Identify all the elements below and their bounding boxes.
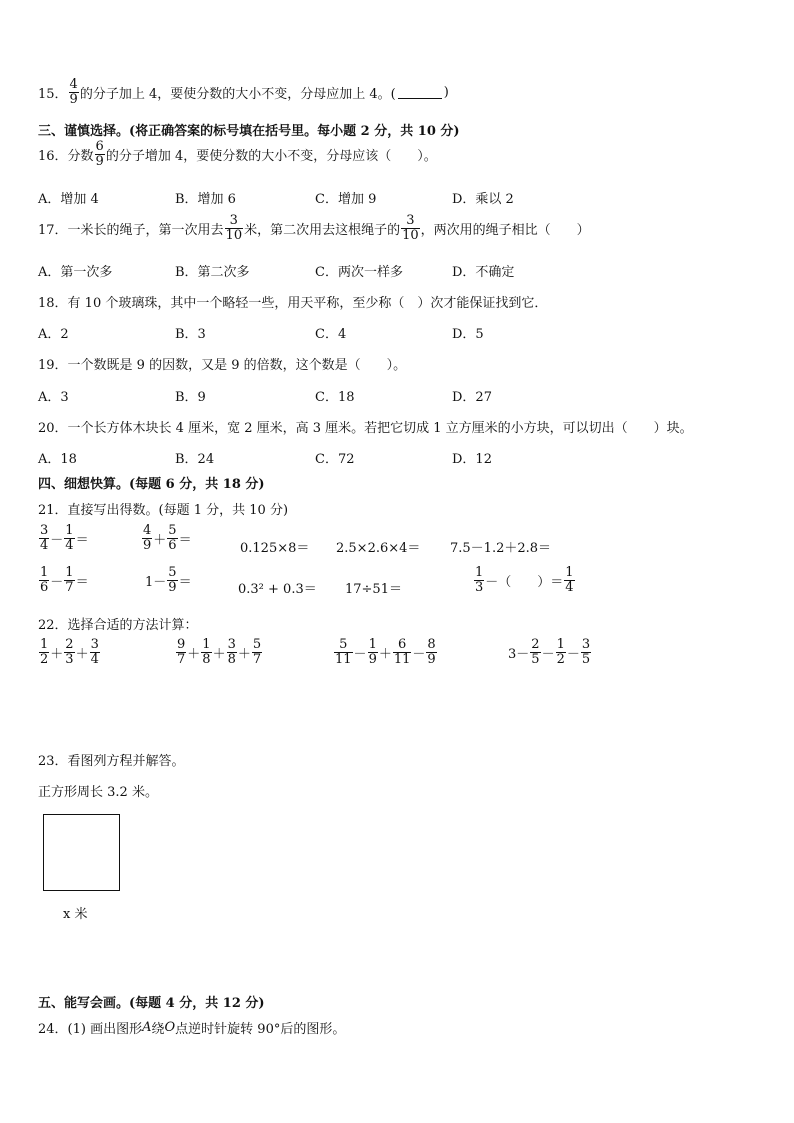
fraction: $\frac{6}{9}$ [95,139,104,169]
fraction: $\frac{3}{10}$ [402,213,419,243]
option-c[interactable]: C．4 [315,327,347,342]
section-3-heading: 三、谨慎选择。(将正确答案的标号填在括号里。每小题 2 分，共 10 分) [38,124,460,139]
option-d[interactable]: D．27 [452,390,492,405]
option-a[interactable]: A．第一次多 [38,265,113,280]
option-c[interactable]: C．72 [315,452,355,467]
option-d[interactable]: D．5 [452,327,484,342]
expression: 0.3² + 0.3＝ [238,582,317,597]
option-b[interactable]: B．24 [175,452,215,467]
question-23-title: 23．看图列方程并解答。 [38,754,185,769]
answer-blank[interactable] [398,86,442,99]
option-d[interactable]: D．乘以 2 [452,192,514,207]
question-16: 16．分数 $\frac{6}{9}$ 的分子增加 4，要使分数的大小不变，分母应该（ ）。 [38,139,437,169]
option-b[interactable]: B．第二次多 [175,265,250,280]
side-length-label: x 米 [63,907,88,922]
question-text: 的分子加上 4，要使分数的大小不变，分母应加上 4。( [79,86,396,102]
expression: $\frac{1}{3}$ －（ ）＝ $\frac{1}{4}$ [475,565,574,595]
expression: $\frac{1}{2}$ ＋ $\frac{2}{3}$ ＋ $\frac{3}{4}$ [40,637,99,667]
option-d[interactable]: D．不确定 [452,265,515,280]
option-c[interactable]: C．18 [315,390,355,405]
option-a[interactable]: A．2 [38,327,69,342]
option-b[interactable]: B．9 [175,390,206,405]
section-5-heading: 五、能写会画。(每题 4 分，共 12 分) [38,996,265,1011]
question-number: 15． [38,86,68,102]
option-b[interactable]: B．增加 6 [175,192,236,207]
option-c[interactable]: C．两次一样多 [315,265,403,280]
expression: $\frac{4}{9}$ ＋ $\frac{5}{6}$ ＝ [143,523,192,553]
expression: $\frac{3}{4}$ － $\frac{1}{4}$ ＝ [40,523,89,553]
question-23-description: 正方形周长 3.2 米。 [38,785,158,800]
question-21-title: 21．直接写出得数。(每题 1 分，共 10 分) [38,503,289,518]
option-a[interactable]: A．增加 4 [38,192,99,207]
question-15: 15． $\frac{4}{9}$ 的分子加上 4，要使分数的大小不变，分母应加上 4。( ) [38,77,449,107]
option-a[interactable]: A．18 [38,452,77,467]
question-22-title: 22．选择合适的方法计算： [38,618,198,633]
section-4-heading: 四、细想快算。(每题 6 分，共 18 分) [38,477,265,492]
question-19: 19．一个数既是 9 的因数，又是 9 的倍数，这个数是（ ）。 [38,358,407,373]
square-figure [43,814,120,891]
question-18: 18．有 10 个玻璃珠，其中一个略轻一些，用天平称，至少称（ ）次才能保证找到它． [38,296,548,311]
fraction: $\frac{3}{10}$ [225,213,243,243]
expression: $\frac{1}{6}$ － $\frac{1}{7}$ ＝ [40,565,89,595]
option-c[interactable]: C．增加 9 [315,192,377,207]
fraction: $\frac{4}{9}$ [69,77,78,107]
question-20: 20．一个长方体木块长 4 厘米，宽 2 厘米，高 3 厘米。若把它切成 1 立方厘米的小方块，可以切出（ ）块。 [38,421,693,436]
expression: 17÷51＝ [345,582,402,597]
question-17: 17．一米长的绳子，第一次用去 $\frac{3}{10}$ 米，第二次用去这根绳子的 $\frac{3}{10}$ ，两次用的绳子相比（ ） [38,213,590,243]
option-b[interactable]: B．3 [175,327,206,342]
expression: 3－ $\frac{2}{5}$ － $\frac{1}{2}$ － $\frac{3}{5}$ [508,637,591,667]
expression: 2.5×2.6×4＝ [336,541,421,556]
option-a[interactable]: A．3 [38,390,69,405]
question-24: 24．(1) 画出图形 A 绕 O 点逆时针旋转 90°后的图形。 [38,1020,346,1037]
expression: $\frac{9}{7}$ ＋ $\frac{1}{8}$ ＋ $\frac{3}{8}$ ＋ $\frac{5}{7}$ [177,637,262,667]
expression: $\frac{5}{11}$ － $\frac{1}{9}$ ＋ $\frac{6}{11}$ － $\frac{8}{9}$ [335,637,436,667]
option-d[interactable]: D．12 [452,452,492,467]
expression: 0.125×8＝ [240,541,310,556]
expression: 1－ $\frac{5}{9}$ ＝ [145,565,192,595]
expression: 7.5－1.2＋2.8＝ [450,541,552,556]
